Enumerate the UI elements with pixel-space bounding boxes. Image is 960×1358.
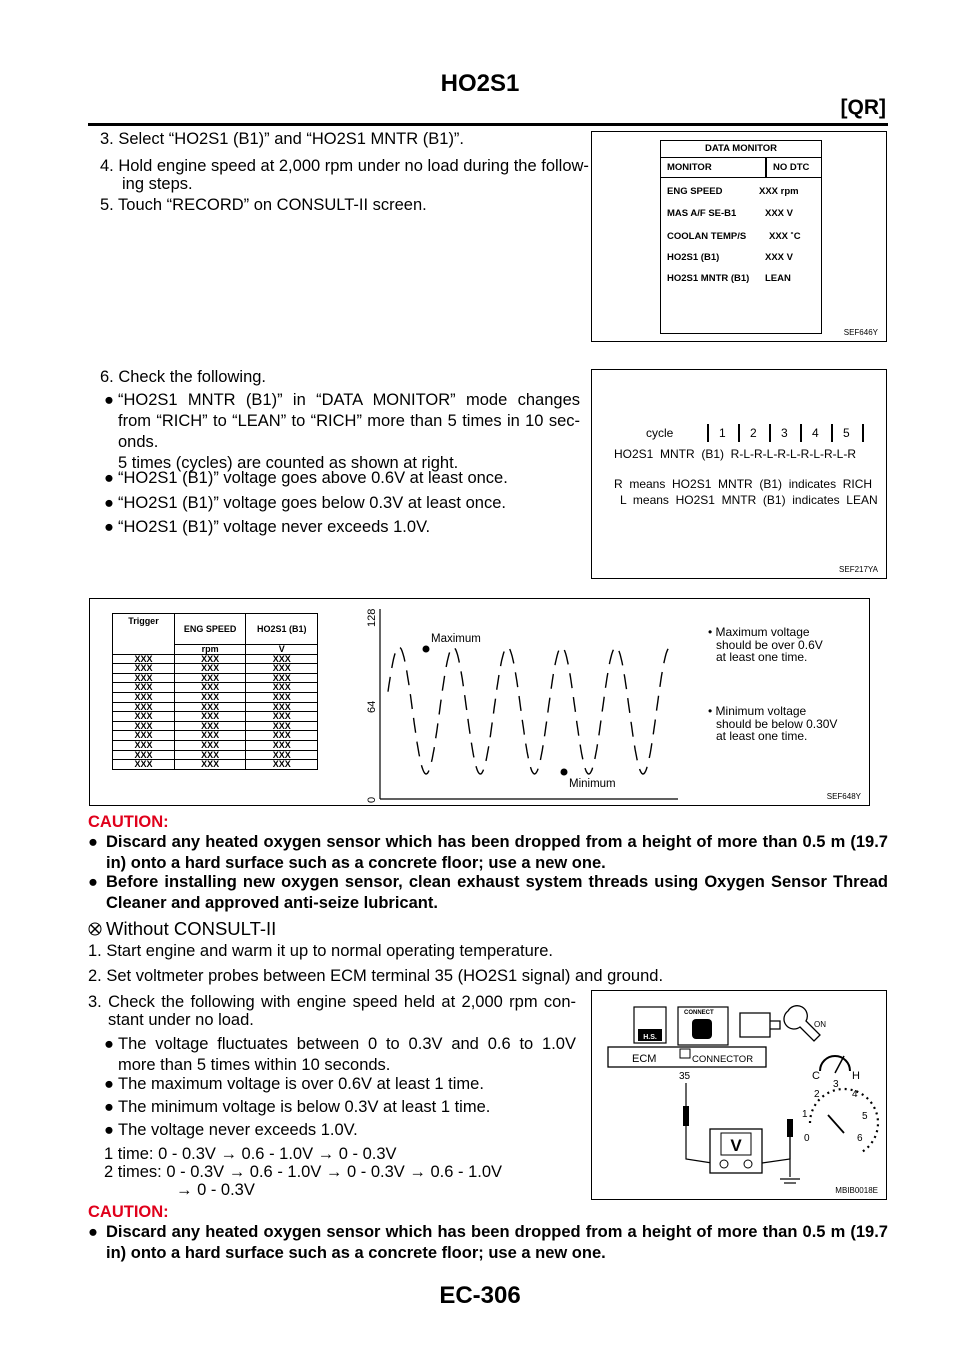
bullet-icon: ● [88, 1223, 98, 1241]
table-cell: XXX [113, 673, 175, 683]
table-cell: XXX [174, 721, 246, 731]
lean-legend: L means HO2S1 MNTR (B1) indicates LEAN [620, 493, 878, 507]
figure-data-monitor [591, 131, 887, 342]
cycle-boxes: 1 2 3 4 5 [707, 424, 866, 442]
monitor-row-label: HO2S1 (B1) [667, 252, 720, 263]
monitor-col2: NO DTC [773, 162, 810, 173]
table-cell: XXX [174, 760, 246, 770]
tach-6: 6 [857, 1133, 863, 1144]
figure-id: MBIB0018E [835, 1186, 878, 1195]
step-4: 4. Hold engine speed at 2,000 rpm under no load during the follow- [100, 157, 589, 175]
table-header-trigger: Trigger [113, 614, 175, 655]
table-cell: XXX [174, 683, 246, 693]
tach-4: 4 [852, 1089, 858, 1100]
monitor-row-label: HO2S1 MNTR (B1) [667, 273, 750, 284]
step-3: 3. Select “HO2S1 (B1)” and “HO2S1 MNTR (B1)”. [100, 130, 465, 148]
table-cell: XXX [113, 721, 175, 731]
step-4-cont: ing steps. [122, 175, 193, 193]
max-marker [423, 646, 430, 653]
data-monitor-screen [660, 140, 822, 334]
without-step-1: 1. Start engine and warm it up to normal operating temperature. [88, 942, 554, 960]
table-cell: XXX [246, 664, 318, 674]
figure-id: SEF646Y [843, 328, 878, 337]
tach-2: 2 [814, 1089, 820, 1100]
bullet-icon: ● [104, 1098, 114, 1116]
table-cell: XXX [174, 702, 246, 712]
table-cell: XXX [174, 740, 246, 750]
table-cell: XXX [113, 664, 175, 674]
without-step-3-cont: stant under no load. [108, 1011, 254, 1029]
table-cell: XXX [246, 750, 318, 760]
table-header-eng: ENG SPEED [174, 614, 246, 645]
table-cell: XXX [113, 750, 175, 760]
monitor-row-value: XXX ˚C [769, 231, 801, 242]
figure-cycle-count [591, 369, 887, 579]
table-cell: XXX [113, 731, 175, 741]
meter-label: V [730, 1136, 742, 1155]
monitor-row-value: LEAN [765, 273, 791, 284]
max-label: Maximum [431, 633, 481, 645]
table-cell: XXX [113, 760, 175, 770]
without-step-3: 3. Check the following with engine speed held at 2,000 rpm con- [88, 993, 576, 1011]
monitor-title: DATA MONITOR [661, 141, 821, 158]
table-cell: XXX [246, 760, 318, 770]
section-code: [QR] [840, 96, 886, 119]
table-cell: XXX [174, 654, 246, 664]
bullet-icon: ● [88, 833, 98, 851]
monitor-header-row [661, 158, 821, 178]
unit-v: V [246, 645, 318, 655]
sequence-1: 1 time: 0 - 0.3V → 0.6 - 1.0V → 0 - 0.3V [104, 1145, 397, 1163]
terminal-35: 35 [679, 1071, 691, 1082]
monitor-row-label: MAS A/F SE-B1 [667, 208, 737, 219]
table-cell: XXX [174, 712, 246, 722]
table-cell: XXX [174, 664, 246, 674]
connect-label: CONNECT [684, 1010, 714, 1016]
table-cell: XXX [113, 712, 175, 722]
table-cell: XXX [246, 673, 318, 683]
without-consult-heading: Without CONSULT-II [88, 918, 276, 940]
caution-label: CAUTION: [88, 1203, 169, 1221]
bullet-icon: ● [104, 1121, 114, 1139]
table-cell: XXX [113, 692, 175, 702]
table-cell: XXX [246, 702, 318, 712]
y-tick-0: 0 [366, 796, 378, 803]
cycle-label: cycle [646, 426, 674, 440]
monitor-row-value: XXX V [765, 208, 793, 219]
bullet-icon: ● [88, 873, 98, 891]
mntr-sequence: HO2S1 MNTR (B1) R-L-R-L-R-L-R-L-R-L-R [614, 447, 857, 461]
tach-3: 3 [833, 1079, 839, 1090]
table-cell: XXX [174, 692, 246, 702]
engine-icon [740, 1013, 780, 1037]
sequence-3: → 0 - 0.3V [176, 1181, 255, 1199]
header-rule [88, 123, 888, 126]
table-cell: XXX [246, 731, 318, 741]
table-cell: XXX [113, 654, 175, 664]
tach-1: 1 [802, 1109, 808, 1120]
connector-icon [692, 1019, 712, 1039]
connector-label: CONNECTOR [692, 1054, 754, 1065]
table-cell: XXX [174, 731, 246, 741]
bullet-icon: ● [104, 391, 114, 409]
sequence-2: 2 times: 0 - 0.3V → 0.6 - 1.0V → 0 - 0.3V → 0.6 - 1.0V [104, 1163, 503, 1181]
unit-rpm: rpm [174, 645, 246, 655]
figure-voltage-waveform [89, 598, 870, 806]
table-cell: XXX [174, 673, 246, 683]
bullet-icon: ● [104, 1035, 114, 1053]
y-tick-128: 128 [366, 608, 378, 627]
page-number: EC-306 [439, 1282, 521, 1309]
step-6: 6. Check the following. [100, 368, 267, 386]
table-cell: XXX [246, 740, 318, 750]
table-cell: XXX [174, 750, 246, 760]
voltmeter-diagram [592, 991, 888, 1201]
table-cell: XXX [246, 692, 318, 702]
bullet-icon: ● [104, 469, 114, 487]
table-cell: XXX [246, 721, 318, 731]
tach-5: 5 [862, 1111, 868, 1122]
hs-label: H.S. [643, 1034, 657, 1041]
without-step-2: 2. Set voltmeter probes between ECM terminal 35 (HO2S1 signal) and ground. [88, 967, 664, 985]
ecm-label: ECM [632, 1053, 657, 1065]
cold-label: C [812, 1070, 820, 1082]
table-cell: XXX [113, 740, 175, 750]
min-label: Minimum [569, 778, 616, 790]
monitor-row-label: COOLAN TEMP/S [667, 231, 747, 242]
figure-id: SEF648Y [826, 792, 861, 801]
bullet-icon: ● [104, 518, 114, 536]
page-title: HO2S1 [440, 70, 520, 97]
rich-legend: R means HO2S1 MNTR (B1) indicates RICH [614, 477, 873, 491]
monitor-row-value: XXX rpm [759, 186, 799, 197]
monitor-col1: MONITOR [667, 162, 712, 173]
note-min: • Minimum voltage should be below 0.30V at least one time. [708, 704, 838, 743]
table-cell: XXX [113, 683, 175, 693]
tach-0: 0 [804, 1133, 810, 1144]
note-max: • Maximum voltage should be over 0.6V at least one time. [708, 625, 823, 664]
figure-voltmeter [591, 990, 887, 1200]
bullet-icon: ● [104, 1075, 114, 1093]
table-cell: XXX [246, 683, 318, 693]
y-tick-64: 64 [366, 700, 378, 713]
hot-label: H [852, 1070, 860, 1082]
figure-id: SEF217YA [839, 565, 878, 574]
table-cell: XXX [246, 654, 318, 664]
monitor-row-label: ENG SPEED [667, 186, 723, 197]
monitor-row-value: XXX V [765, 252, 793, 263]
tools-icon [88, 922, 102, 936]
bullet-icon: ● [104, 494, 114, 512]
on-label: ON [814, 1020, 826, 1029]
table-header-ho2s1: HO2S1 (B1) [246, 614, 318, 645]
table-cell: XXX [246, 712, 318, 722]
min-marker [561, 769, 568, 776]
caution-label: CAUTION: [88, 813, 169, 831]
table-cell: XXX [113, 702, 175, 712]
step-5: 5. Touch “RECORD” on CONSULT-II screen. [100, 196, 427, 214]
